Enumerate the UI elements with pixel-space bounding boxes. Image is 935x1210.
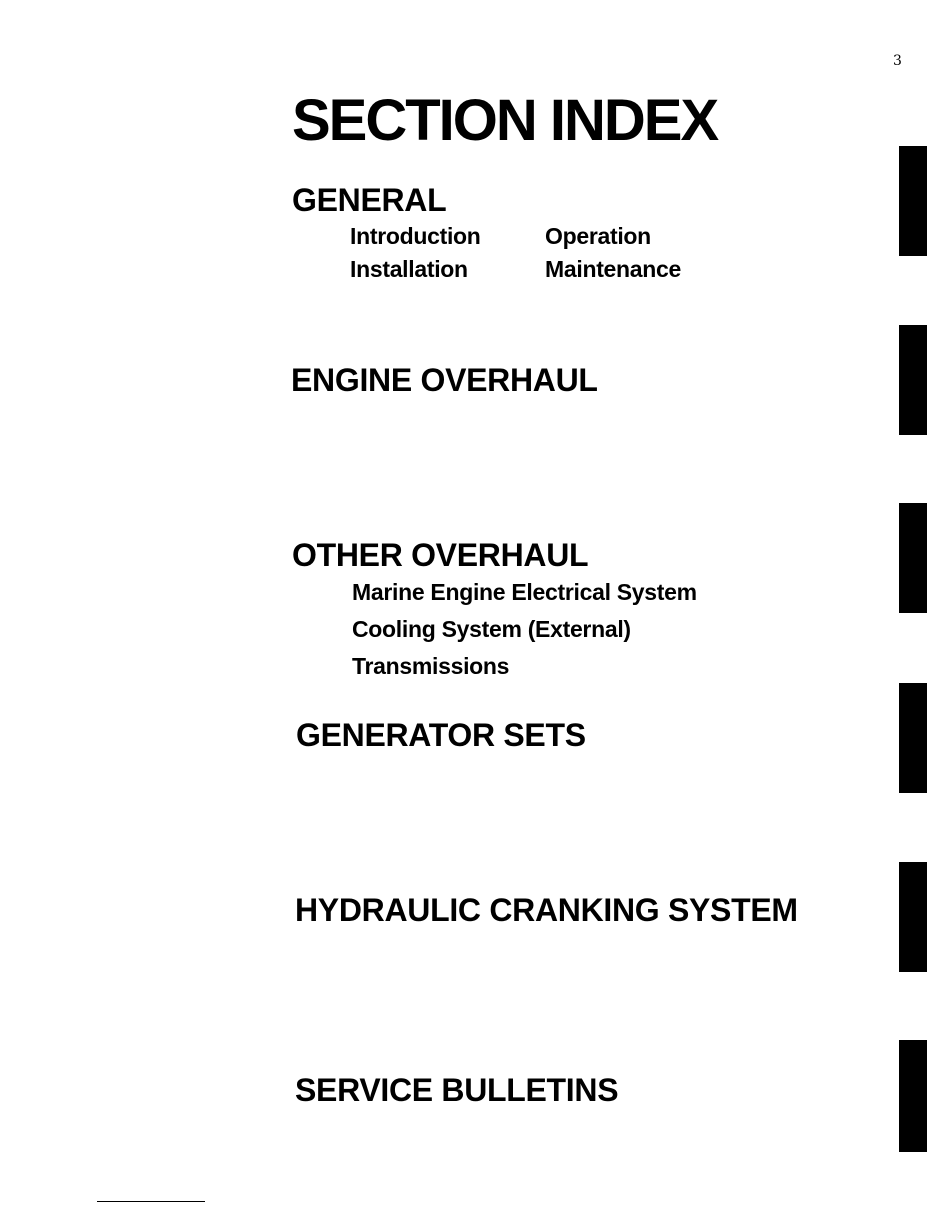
section-item-transmissions: Transmissions <box>352 653 510 679</box>
section-item-cooling: Cooling System (External) <box>352 616 631 642</box>
section-heading-hydraulic: HYDRAULIC CRANKING SYSTEM <box>295 892 798 928</box>
thumb-tab-general <box>899 146 927 256</box>
thumb-tab-generator-sets <box>899 683 927 793</box>
section-heading-generator-sets: GENERATOR SETS <box>296 717 586 753</box>
page-title: SECTION INDEX <box>292 88 718 153</box>
section-item-electrical: Marine Engine Electrical System <box>352 579 697 605</box>
thumb-tab-service-bulletins <box>899 1040 927 1152</box>
page-number: 3 <box>893 53 902 69</box>
footer-rule <box>97 1201 205 1202</box>
section-item-operation: Operation <box>545 223 651 249</box>
section-item-introduction: Introduction <box>350 223 481 249</box>
section-heading-other-overhaul: OTHER OVERHAUL <box>292 537 589 573</box>
section-heading-engine-overhaul: ENGINE OVERHAUL <box>291 362 598 398</box>
thumb-tab-engine-overhaul <box>899 325 927 435</box>
section-item-installation: Installation <box>350 256 468 282</box>
section-heading-service-bulletins: SERVICE BULLETINS <box>295 1072 619 1108</box>
section-heading-general: GENERAL <box>292 182 447 218</box>
section-item-maintenance: Maintenance <box>545 256 682 282</box>
thumb-tab-hydraulic <box>899 862 927 972</box>
thumb-tab-other-overhaul <box>899 503 927 613</box>
